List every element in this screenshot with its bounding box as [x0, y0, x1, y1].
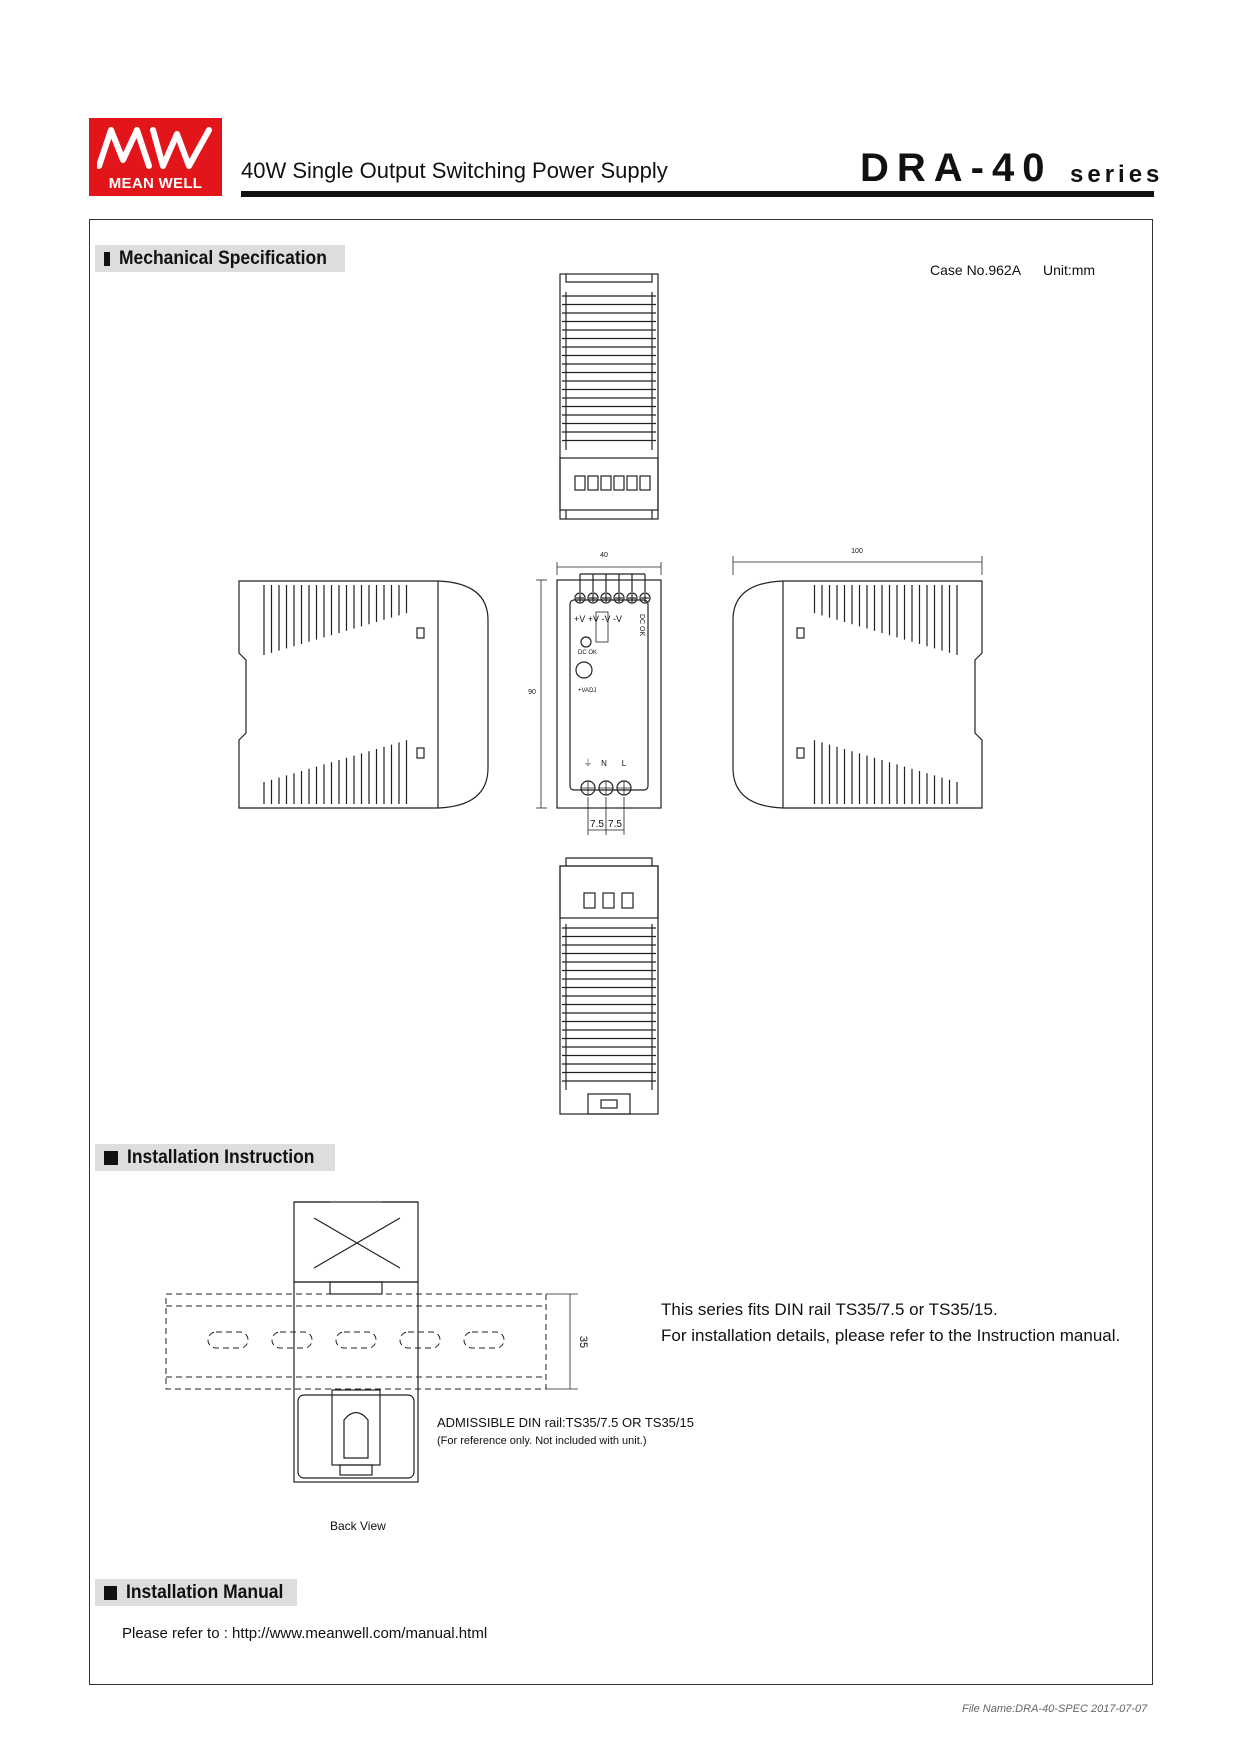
admissible-rail-text: ADMISSIBLE DIN rail:TS35/7.5 OR TS35/15 — [437, 1415, 694, 1430]
case-no: Case No.962A — [930, 262, 1022, 278]
ground-icon: ⏚ — [583, 758, 593, 768]
dc-ok-label: DC OK — [578, 650, 598, 656]
logo-text: MEAN WELL — [108, 175, 203, 192]
input-l-label: L — [621, 759, 627, 768]
document-title: 40W Single Output Switching Power Supply — [241, 158, 668, 183]
rail-dim-label: 35 — [577, 1335, 589, 1349]
installation-instruction-heading: Installation Instruction — [95, 1144, 335, 1171]
terminal-pitch-1: 7.5 — [590, 819, 604, 830]
right-side-view-drawing — [733, 556, 982, 808]
terminal-pitch-2: 7.5 — [608, 819, 622, 830]
unit-label: Unit:mm — [1042, 262, 1096, 278]
series-label: series — [1070, 161, 1164, 188]
dc-ok-side-label: DC OK — [638, 614, 645, 637]
front-view-drawing — [536, 562, 661, 835]
installation-manual-heading: Installation Manual — [95, 1579, 297, 1606]
manual-link-text: Please refer to : http://www.meanwell.com/manual.html — [122, 1625, 488, 1642]
input-n-label: N — [601, 759, 607, 768]
dim-height-label: 90 — [528, 689, 536, 696]
reference-only-text: (For reference only. Not included with unit.) — [437, 1435, 647, 1447]
mechanical-spec-heading: Mechanical Specification — [95, 245, 345, 272]
instruction-note: For installation details, please refer to the Instruction manual. — [661, 1326, 1121, 1345]
footer-file-name: File Name:DRA-40-SPEC 2017-07-07 — [962, 1703, 1148, 1715]
bottom-view-drawing — [560, 858, 658, 1114]
left-side-view-drawing — [239, 581, 488, 808]
dim-depth-label: 100 — [851, 548, 863, 555]
adj-label: +VADJ — [578, 688, 597, 694]
top-view-drawing — [560, 274, 658, 519]
dim-width-label: 40 — [600, 552, 608, 559]
back-view-caption: Back View — [330, 1519, 386, 1533]
din-rail-note: This series fits DIN rail TS35/7.5 or TS35/15. — [661, 1300, 998, 1319]
model-name: DRA-40 — [860, 146, 1053, 190]
output-terminal-labels: +V +V -V -V — [574, 614, 623, 624]
